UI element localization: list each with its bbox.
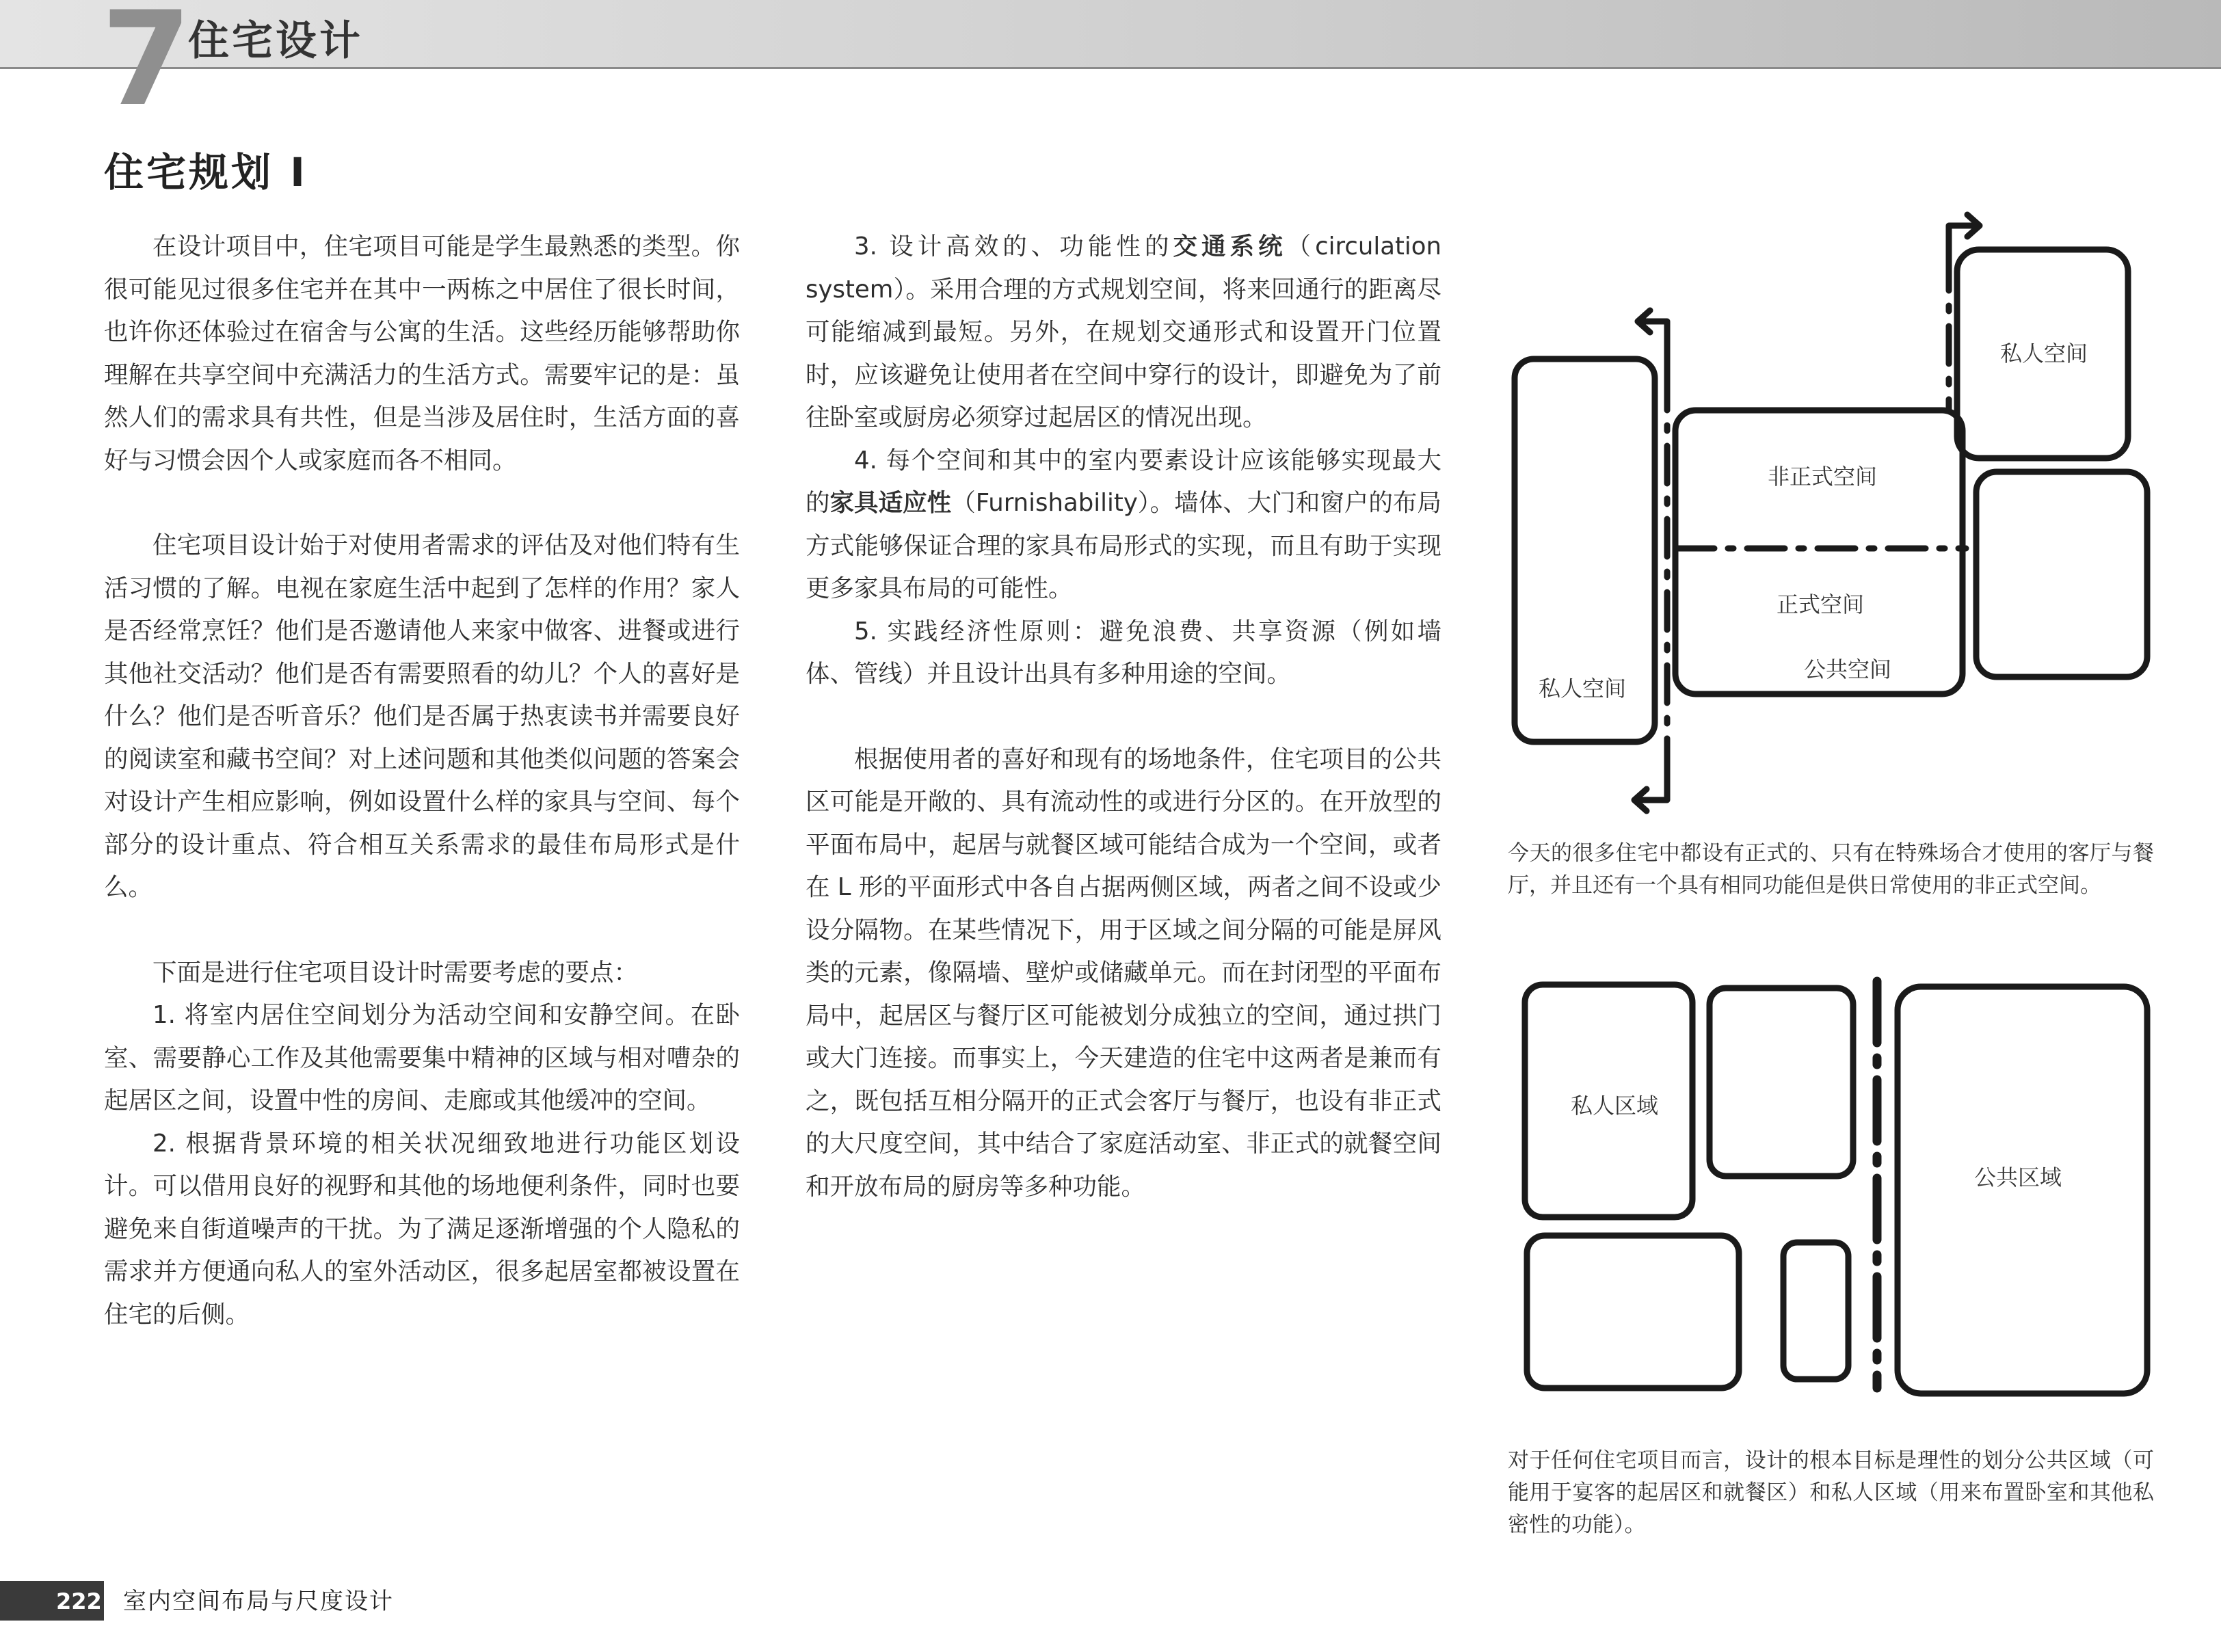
page-heading: 住宅规划 I	[104, 149, 308, 196]
room-box	[1710, 988, 1853, 1176]
label-public: 公共空间	[1804, 656, 1892, 682]
label-private-top: 私人空间	[2000, 341, 2088, 367]
chapter-number: 7	[101, 0, 192, 135]
diagram-svg	[1498, 205, 2168, 821]
left-column	[104, 226, 740, 1336]
paragraph: 3. 设计高效的、功能性的交通系统（circulation system）。采用合理的方式规划空间，将来回通行的距离尽可能缩减到最短。另外，在规划交通形式和设置开门位置时，应该避免让使用者在空间中穿行的设计，即避免为了前往卧室或厨房必须穿过起居区的情况出现。	[806, 232, 1441, 431]
public-space-box	[1675, 410, 1963, 694]
diagram-svg	[1504, 968, 2168, 1405]
label-public-zone: 公共区域	[1974, 1164, 2062, 1190]
header-rule	[0, 67, 2221, 69]
private-space-right-box	[1976, 472, 2147, 677]
paragraph: 在设计项目中，住宅项目可能是学生最熟悉的类型。你很可能见过很多住宅并在其中一两栋之中居住了很长时间，也许你还体验过在宿舍与公寓的生活。这些经历能够帮助你理解在共享空间中充满活力的生活方式。需要牢记的是：虽然人们的需求具有共性，但是当涉及居住时，生活方面的喜好与习惯会因个人或家庭而各不相同。	[104, 232, 740, 475]
paragraph: 根据使用者的喜好和现有的场地条件，住宅项目的公共区可能是开敞的、具有流动性的或进行分区的。在开放型的平面布局中，起居与就餐区域可能结合成为一个空间，或者在 L 形的平面形式中各自占据两侧区域，两者之间不设或少设分隔物。在某些情况下，用于区域之间分隔的可能是屏风类的元素，像隔墙、壁炉或储藏单元。而在封闭型的平面布局中，起居区与餐厅区可能被划分成独立的空间，通过拱门或大门连接。而事实上，今天建造的住宅中这两者是兼而有之，既包括互相分隔开的正式会客厅与餐厅，也设有非正式的大尺度空间，其中结合了家庭活动室、非正式的就餐空间和开放布局的厨房等多种功能。	[806, 745, 1441, 1201]
paragraph: 1. 将室内居住空间划分为活动空间和安静空间。在卧室、需要静心工作及其他需要集中精神的区域与相对嘈杂的起居区之间，设置中性的房间、走廊或其他缓冲的空间。	[104, 1001, 740, 1115]
term-circulation: 交通系统	[1173, 232, 1287, 261]
label-formal: 正式空间	[1777, 591, 1865, 617]
paragraph: 下面是进行住宅项目设计时需要考虑的要点：	[152, 958, 639, 987]
figure1-caption: 今天的很多住宅中都设有正式的、只有在特殊场合才使用的客厅与餐厅，并且还有一个具有相同功能但是供日常使用的非正式空间。	[1508, 841, 2154, 898]
label-informal: 非正式空间	[1768, 464, 1878, 490]
paragraph: 2. 根据背景环境的相关状况细致地进行功能区划设计。可以借用良好的视野和其他的场地便利条件，同时也要避免来自街道噪声的干扰。为了满足逐渐增强的个人隐私的需求并方便通向私人的室外活动区，很多起居室都被设置在住宅的后侧。	[104, 1129, 740, 1329]
paragraph: 4. 每个空间和其中的室内要素设计应该能够实现最大的家具适应性（Furnishability）。墙体、大门和窗户的布局方式能够保证合理的家具布局形式的实现，而且有助于实现更多家具布局的可能性。	[806, 446, 1441, 602]
paragraph: 5. 实践经济性原则：避免浪费、共享资源（例如墙体、管线）并且设计出具有多种用途的空间。	[806, 617, 1441, 688]
label-private-zone: 私人区域	[1571, 1093, 1659, 1119]
page-number: 222	[56, 1588, 102, 1614]
room-box	[1527, 1236, 1739, 1388]
figure2-caption: 对于任何住宅项目而言，设计的根本目标是理性的划分公共区域（可能用于宴客的起居区和就餐区）和私人区域（用来布置卧室和其他私密性的功能）。	[1508, 1448, 2154, 1537]
figure-formal-informal-diagram	[1498, 205, 2168, 821]
chapter-title: 住宅设计	[188, 17, 363, 65]
figure-public-private-diagram	[1504, 968, 2168, 1405]
label-private-left: 私人空间	[1539, 676, 1627, 702]
book-title: 室内空间布局与尺度设计	[123, 1588, 394, 1615]
term-furnishability: 家具适应性	[829, 489, 952, 517]
room-box	[1783, 1242, 1848, 1379]
paragraph: 住宅项目设计始于对使用者需求的评估及对他们特有生活习惯的了解。电视在家庭生活中起到了怎样的作用？家人是否经常烹饪？他们是否邀请他人来家中做客、进餐或进行其他社交活动？他们是否有需要照看的幼儿？个人的喜好是什么？他们是否听音乐？他们是否属于热衷读书并需要良好的阅读室和藏书空间？对上述问题和其他类似问题的答案会对设计产生相应影响，例如设置什么样的家具与空间、每个部分的设计重点、符合相互关系需求的最佳布局形式是什么。	[104, 531, 740, 901]
middle-column	[806, 226, 1441, 1208]
arrow-down-left-icon	[1634, 773, 1667, 811]
